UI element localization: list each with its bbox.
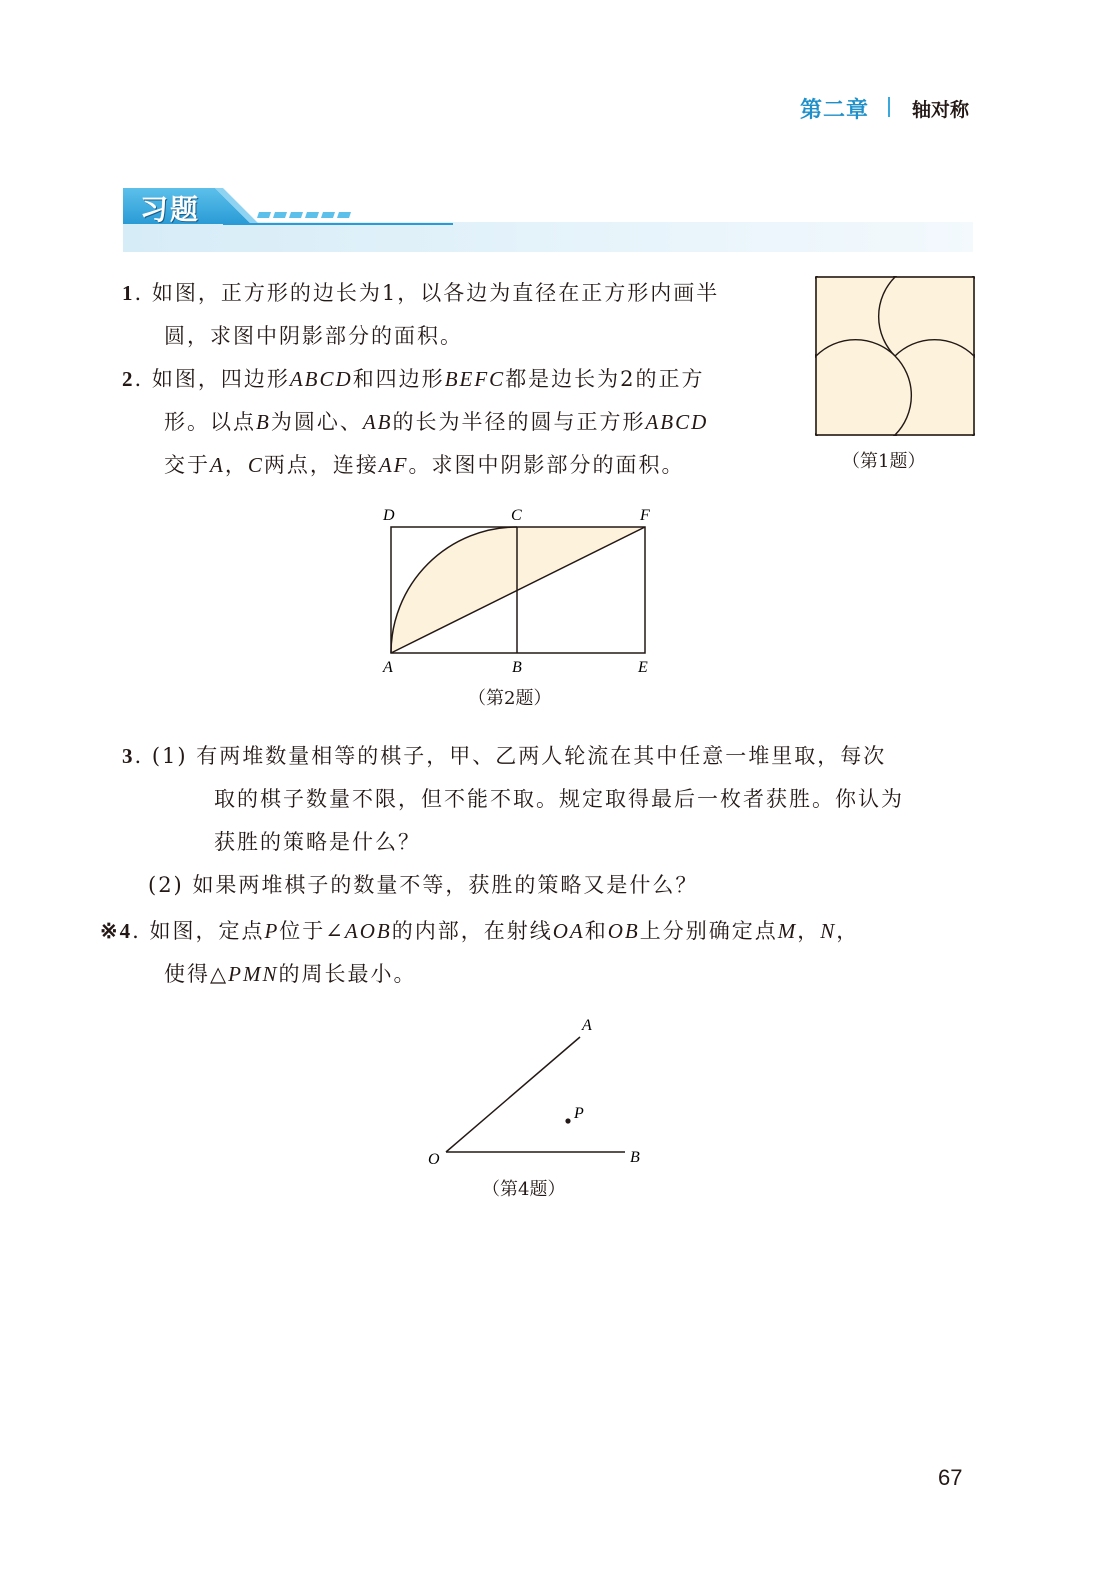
math-var: OA — [552, 919, 585, 943]
math-var: ABCD — [289, 367, 353, 391]
problem-1: 1. 如图，正方形的边长为1，以各边为直径在正方形内画半 圆，求图中阴影部分的面积。 — [122, 281, 720, 348]
section-banner — [123, 186, 973, 256]
problem-text: 的长为半径的圆与正方形 — [392, 410, 646, 434]
label-B: B — [630, 1149, 640, 1166]
problem-text: 如果两堆棋子的数量不等，获胜的策略又是什么？ — [192, 873, 699, 897]
math-var: B — [256, 410, 271, 434]
problem-text: 有两堆数量相等的棋子，甲、乙两人轮流在其中任意一堆里取，每次 — [196, 744, 887, 768]
math-var: BEFC — [444, 367, 506, 391]
math-var: PMN — [228, 962, 279, 986]
problem-text: 圆，求图中阴影部分的面积。 — [164, 324, 463, 348]
page-number: 67 — [938, 1465, 963, 1490]
part-label: (2) — [148, 873, 184, 897]
problem-text: 。求图中阴影部分的面积。 — [408, 453, 685, 477]
problem-text: 位于∠ — [279, 919, 345, 943]
problem-text: 两点，连接 — [263, 453, 379, 477]
problem-text: ， — [224, 453, 248, 477]
problem-text: 为圆心、 — [270, 410, 363, 434]
label-A: A — [582, 1017, 592, 1034]
figure-2-squares — [375, 500, 665, 680]
label-E: E — [638, 659, 648, 676]
label-C: C — [511, 507, 522, 524]
math-var: M — [777, 919, 798, 943]
problem-text: 上分别确定点 — [639, 919, 778, 943]
problem-text: 使得△ — [164, 962, 229, 986]
math-var: A — [210, 453, 225, 477]
chapter-subject: 轴对称 — [912, 99, 970, 121]
figure-1-caption: （第1题） — [842, 451, 926, 472]
problem-2: 2. 如图，四边形ABCD和四边形BEFC都是边长为2的正方 形。以点B为圆心、AB的长为半径的圆与正方形ABCD 交于A，C两点，连接AF。求图中阴影部分的面积。 — [122, 367, 709, 477]
figure-2-caption: （第2题） — [468, 688, 552, 709]
math-var: N — [820, 919, 837, 943]
label-D: D — [383, 507, 395, 524]
math-var: OB — [607, 919, 640, 943]
header-divider — [888, 97, 890, 117]
chapter-title: 第二章 — [800, 98, 870, 123]
problem-3: 3. (1) 有两堆数量相等的棋子，甲、乙两人轮流在其中任意一堆里取，每次 取的棋子数量不限，但不能不取。规定取得最后一枚者获胜。你认为 获胜的策略是什么？ (2) 如果两堆棋子的数量不等，获胜的策略又是什么？ — [122, 744, 904, 897]
problem-text: 的内部，在射线 — [391, 919, 553, 943]
problem-number: 3 — [122, 744, 135, 768]
problem-text: 的周长最小。 — [278, 962, 417, 986]
problem-text: 如图，定点 — [149, 919, 265, 943]
problem-text: 取的棋子数量不限，但不能不取。规定取得最后一枚者获胜。你认为 — [214, 787, 904, 811]
problem-text: 如图，正方形的边长为1，以各边为直径在正方形内画半 — [151, 281, 720, 305]
math-var: P — [264, 919, 280, 943]
problem-text: 和 — [584, 919, 608, 943]
problem-text: 和四边形 — [352, 367, 445, 391]
math-var: AF — [378, 453, 409, 477]
section-title: 习题 — [140, 193, 201, 226]
math-var: AB — [362, 410, 393, 434]
label-P: P — [574, 1105, 584, 1122]
problem-number: 1 — [122, 281, 135, 305]
label-F: F — [640, 507, 650, 524]
figure-1-flower — [815, 276, 975, 436]
figure-4-angle — [420, 1010, 660, 1175]
problem-4: ※4. 如图，定点P位于∠AOB的内部，在射线OA和OB上分别确定点M，N， 使得△PMN的周长最小。 — [100, 919, 860, 986]
point-p — [565, 1118, 570, 1123]
math-var: ABCD — [645, 410, 709, 434]
label-B: B — [512, 659, 522, 676]
problem-text: 获胜的策略是什么？ — [214, 830, 421, 854]
math-var: AOB — [344, 919, 392, 943]
figure-4-caption: （第4题） — [482, 1179, 566, 1200]
problem-text: 形。以点 — [164, 410, 256, 434]
problem-text: 都是边长为2的正方 — [505, 367, 705, 391]
problem-text: 如图，四边形 — [151, 367, 290, 391]
problem-number: ※4 — [100, 919, 133, 943]
label-O: O — [428, 1151, 440, 1168]
problem-number: 2 — [122, 367, 135, 391]
math-var: C — [247, 453, 264, 477]
problem-text: 交于 — [164, 453, 210, 477]
problem-text: ， — [797, 919, 821, 943]
problem-text: ， — [836, 919, 860, 943]
part-label: (1) — [151, 744, 188, 768]
label-A: A — [383, 659, 393, 676]
